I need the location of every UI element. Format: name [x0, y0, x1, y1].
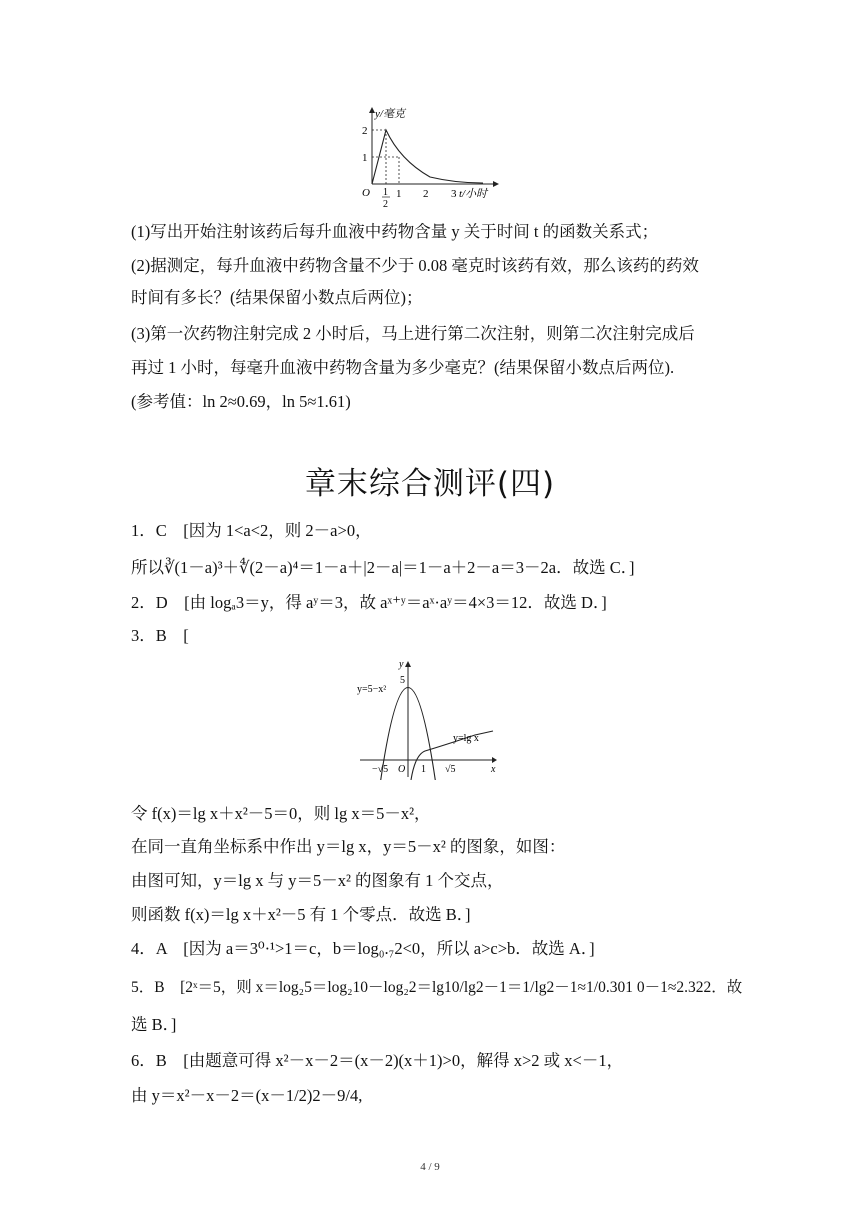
answer-3: 3．B [: [131, 626, 189, 645]
origin-label: O: [362, 187, 370, 199]
tick-sqrt5: √5: [445, 764, 456, 775]
tick-origin: O: [398, 764, 406, 775]
answer-1-line-1: 1．C [因为 1<a<2，则 2－a>0，: [131, 521, 372, 540]
x-axis-label: x: [491, 764, 496, 775]
reference-values: (参考值：ln 2≈0.69，ln 5≈1.61): [131, 392, 351, 411]
parabola-log-graph: [355, 655, 505, 780]
x-tick-2: 2: [423, 188, 429, 200]
half-denominator: 2: [383, 199, 388, 210]
parabola-label: y=5−x²: [357, 684, 387, 695]
half-numerator: 1: [383, 187, 388, 198]
question-3-line-2: 再过 1 小时，每毫升血液中药物含量为多少毫克？(结果保留小数点后两位).: [131, 358, 675, 377]
answer-4: 4．A [因为 a＝3⁰·¹>1＝c，b＝log₀.₇2<0，所以 a>c>b．故选 A．]: [131, 939, 595, 958]
y-tick-2: 2: [362, 125, 368, 137]
answer-5-line-1: 5．B [2ˣ＝5，则 x＝log₂5＝log₂10－log₂2＝lg10/lg2－1＝1/lg2－1≈1/0.301 0－1≈2.322．故: [131, 979, 743, 996]
question-1: (1)写出开始注射该药后每升血液中药物含量 y 关于时间 t 的函数关系式；: [131, 222, 659, 241]
answer-6-line-2: 由 y＝x²－x－2＝(x－1/2)2－9/4,: [131, 1086, 363, 1105]
question-3-line-1: (3)第一次药物注射完成 2 小时后，马上进行第二次注射，则第二次注射完成后: [131, 324, 695, 343]
question-2-line-1: (2)据测定，每升血液中药物含量不少于 0.08 毫克时该药有效，那么该药的药效: [131, 256, 699, 275]
tick-1: 1: [421, 764, 426, 775]
answer-3-text-4: 则函数 f(x)＝lg x＋x²－5 有 1 个零点．故选 B．]: [131, 905, 471, 924]
question-2-line-2: 时间有多长？(结果保留小数点后两位)；: [131, 288, 423, 307]
y-tick-1: 1: [362, 152, 368, 164]
answer-3-text-2: 在同一直角坐标系中作出 y＝lg x，y＝5－x² 的图象，如图：: [131, 837, 566, 856]
answer-3-text-3: 由图可知，y＝lg x 与 y＝5－x² 的图象有 1 个交点，: [131, 871, 504, 890]
section-title: 章末综合测评(四): [304, 466, 556, 502]
page-number: 4 / 9: [420, 1161, 440, 1173]
answer-3-text-1: 令 f(x)＝lg x＋x²－5＝0，则 lg x＝5－x²，: [131, 804, 431, 823]
answer-5-line-2: 选 B．]: [131, 1015, 177, 1034]
y-axis-label: y: [399, 659, 404, 670]
tick-neg-sqrt5: −√5: [372, 764, 389, 775]
tick-5: 5: [400, 675, 405, 686]
log-label: y=lg x: [453, 733, 479, 744]
x-tick-3: 3: [451, 188, 457, 200]
x-tick-1: 1: [396, 188, 402, 200]
y-axis-label: y/毫克: [375, 108, 405, 120]
answer-6-line-1: 6．B [由题意可得 x²－x－2＝(x－2)(x＋1)>0，解得 x>2 或 x<－1，: [131, 1051, 624, 1070]
x-axis-label: t/小时: [459, 188, 488, 200]
concentration-graph: [355, 105, 500, 215]
answer-1-line-2: 所以∛(1－a)³＋∜(2－a)⁴＝1－a＋|2－a|＝1－a＋2－a＝3－2a．故选 C．]: [131, 558, 635, 577]
answer-2: 2．D [由 logₐ3＝y，得 aʸ＝3，故 aˣ⁺ʸ＝aˣ·aʸ＝4×3＝12．故选 D．]: [131, 593, 607, 612]
